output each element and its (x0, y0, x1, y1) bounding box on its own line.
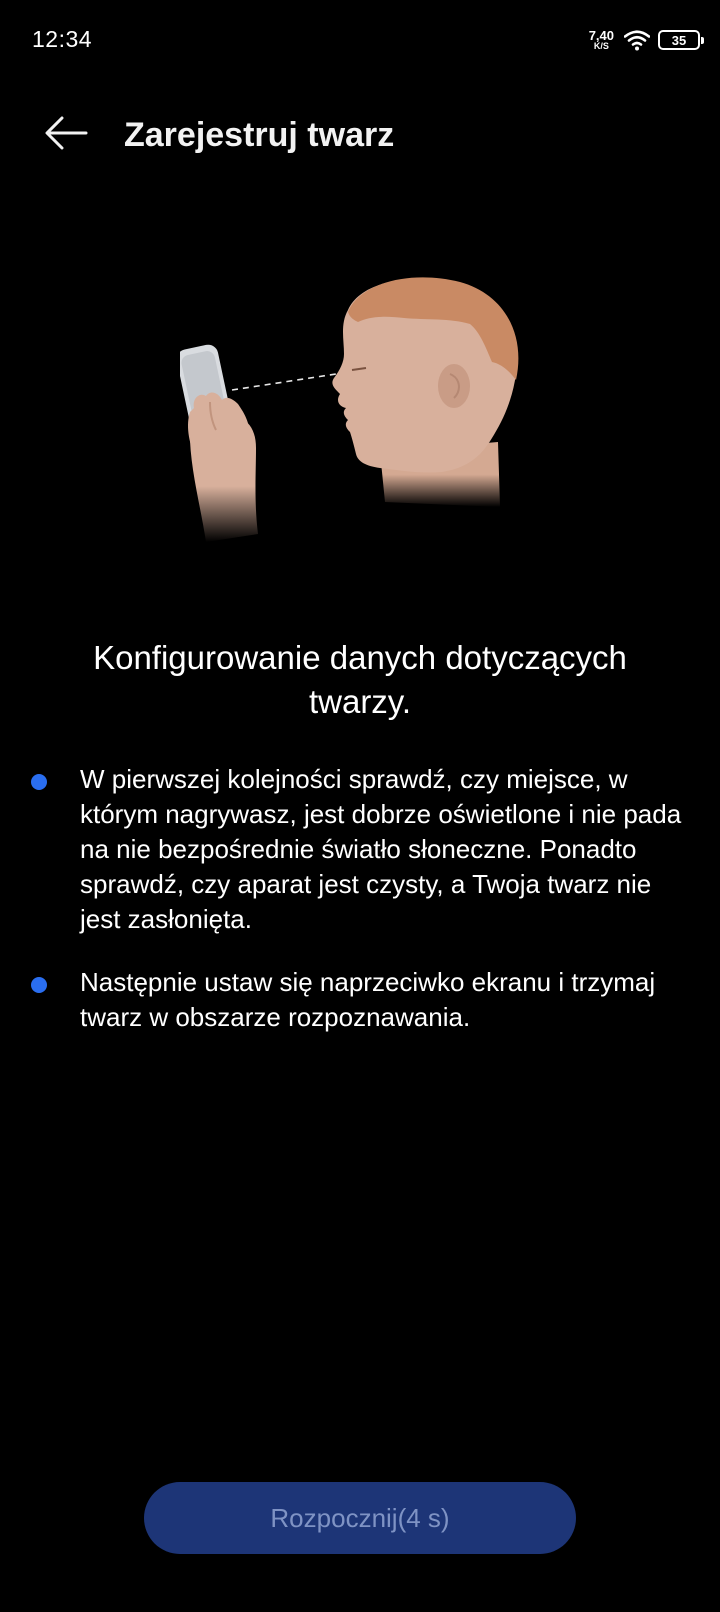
instructions-list (0, 762, 720, 1063)
network-speed (589, 29, 614, 51)
bullet-dot (31, 977, 47, 993)
battery-level: 35 (671, 32, 687, 48)
status-icons (589, 26, 700, 54)
status-bar (0, 0, 720, 80)
app-header (0, 100, 720, 170)
arrow-left-icon (44, 115, 88, 156)
back-button[interactable] (38, 112, 94, 158)
face-scan-illustration (180, 262, 540, 562)
battery-icon (658, 30, 700, 50)
network-speed-value: 7,40 (588, 28, 614, 43)
instruction-text: W pierwszej kolejności sprawdź, czy miejsce, w którym nagrywasz, jest dobrze oświetlone i nie pada na nie bezpośrednie światło słoneczne. Ponadto sprawdź, czy aparat jest czysty, a Twoja twarz nie jest zasłonięta. (80, 764, 682, 934)
wifi-icon (624, 29, 650, 51)
start-button[interactable]: Rozpocznij(4 s) (144, 1482, 576, 1554)
bullet-dot (31, 774, 47, 790)
page-title: Zarejestruj twarz (124, 116, 395, 154)
setup-heading: Konfigurowanie danych dotyczących twarzy. (93, 639, 627, 720)
status-time: 12:34 (32, 26, 93, 52)
network-speed-unit: K/S (593, 41, 609, 51)
instruction-item (0, 965, 720, 1035)
instruction-text: Następnie ustaw się naprzeciwko ekranu i trzymaj twarz w obszarze rozpoznawania. (80, 967, 656, 1032)
instruction-item (0, 762, 720, 937)
